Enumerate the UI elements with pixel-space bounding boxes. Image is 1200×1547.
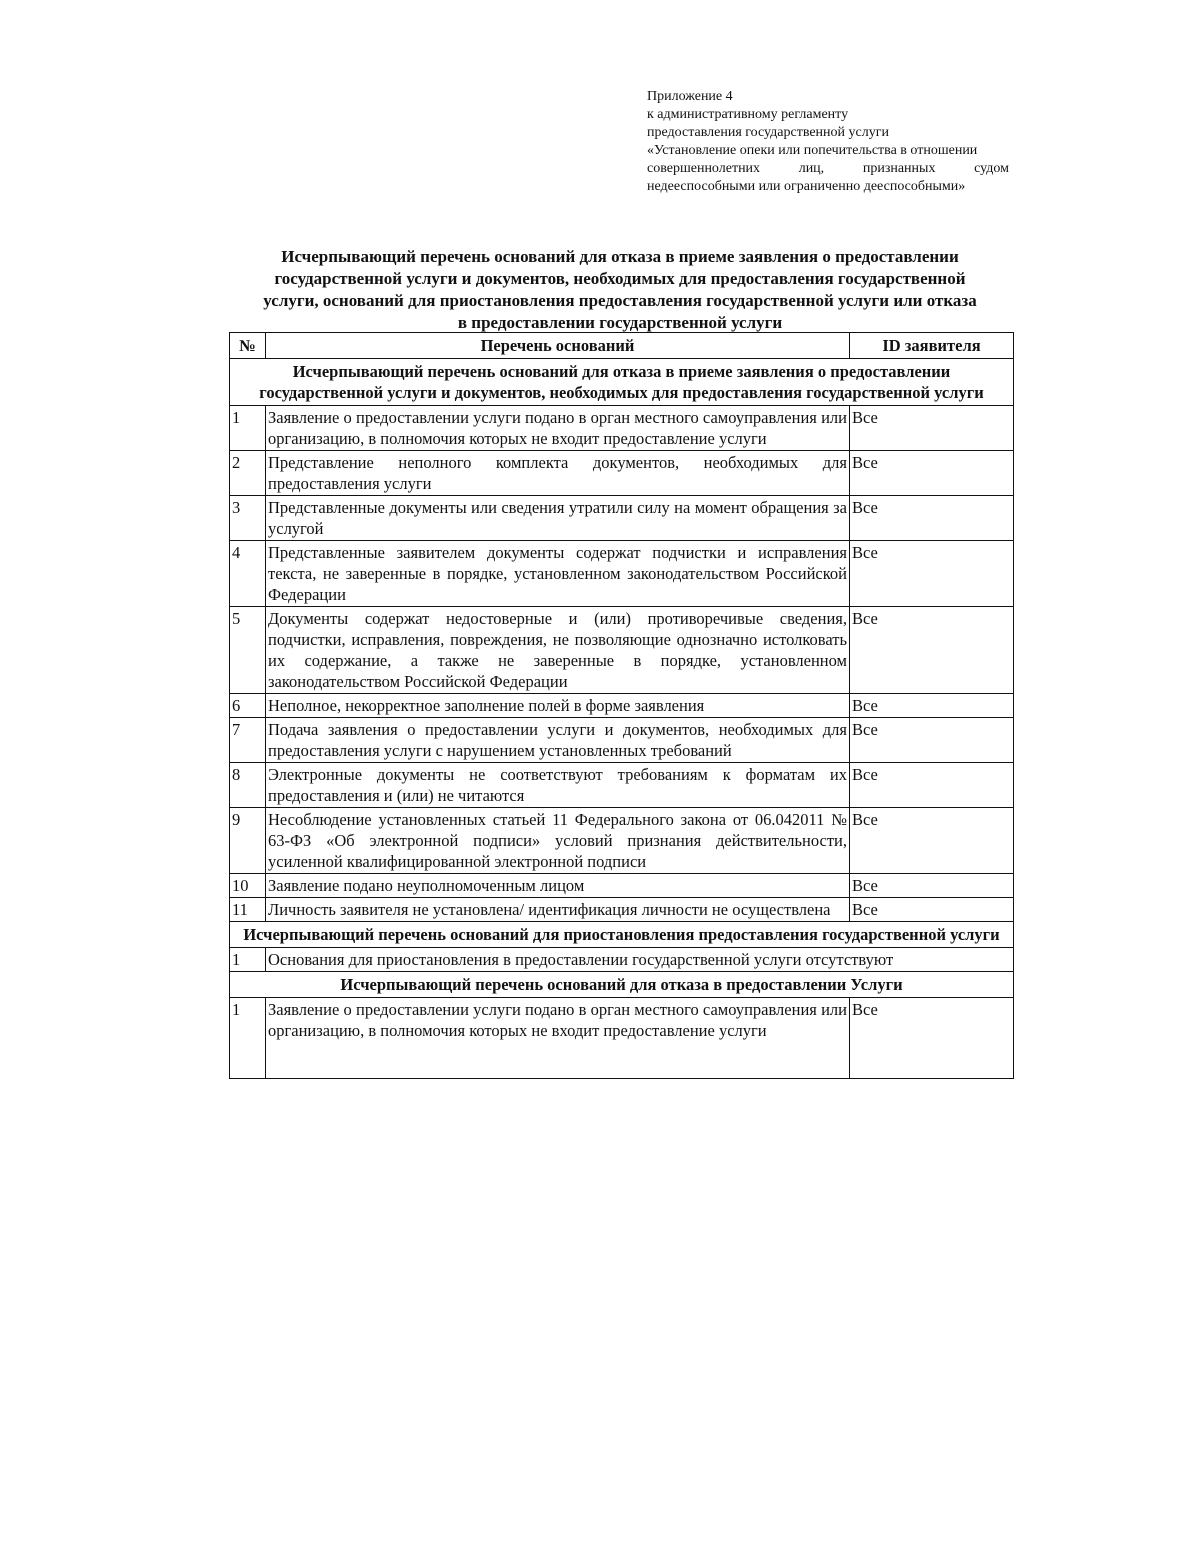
row-number: 1 bbox=[230, 998, 266, 1079]
row-number: 7 bbox=[230, 718, 266, 763]
title-line: в предоставлении государственной услуги bbox=[457, 313, 783, 332]
header-grounds: Перечень оснований bbox=[266, 333, 850, 359]
row-ground-text: Основания для приостановления в предоставлении государственной услуги отсутствуют bbox=[266, 948, 1014, 972]
table-row bbox=[230, 948, 1014, 972]
table-row bbox=[230, 607, 1014, 694]
row-ground-text: Электронные документы не соответствуют требованиям к форматам их предоставления и (или) не читаются bbox=[266, 763, 850, 808]
row-applicant: Все bbox=[850, 808, 1014, 874]
title-line: государственной услуги и документов, необходимых для предоставления государственной bbox=[274, 269, 966, 288]
row-number: 3 bbox=[230, 496, 266, 541]
table-row bbox=[230, 998, 1014, 1079]
row-ground-text: Представленные заявителем документы содержат подчистки и исправления текста, не заверенные в порядке, установленном законодательством Российской Федерации bbox=[266, 541, 850, 607]
table-row bbox=[230, 496, 1014, 541]
section-heading-refusal-acceptance bbox=[230, 359, 1014, 406]
row-number: 9 bbox=[230, 808, 266, 874]
row-ground-text: Заявление подано неуполномоченным лицом bbox=[266, 874, 850, 898]
row-ground-text: Подача заявления о предоставлении услуги и документов, необходимых для предоставления услуги с нарушением установленных требований bbox=[266, 718, 850, 763]
section-title: Исчерпывающий перечень оснований для отказа в приеме заявления о предоставлении государственной услуги и документов, необходимых для предоставления государственной услуги bbox=[230, 359, 1014, 406]
appendix-word: признанных bbox=[862, 161, 936, 176]
table-row bbox=[230, 718, 1014, 763]
appendix-line: «Установление опеки или попечительства в отношении bbox=[647, 143, 978, 158]
table-row bbox=[230, 874, 1014, 898]
appendix-line: предоставления государственной услуги bbox=[647, 125, 889, 140]
row-applicant: Все bbox=[850, 874, 1014, 898]
appendix-word: судом bbox=[974, 161, 1009, 176]
table-row bbox=[230, 808, 1014, 874]
row-number: 1 bbox=[230, 948, 266, 972]
row-applicant: Все bbox=[850, 694, 1014, 718]
row-applicant: Все bbox=[850, 763, 1014, 808]
section-title: Исчерпывающий перечень оснований для приостановления предоставления государственной услуги bbox=[230, 922, 1014, 948]
row-ground-text: Представленные документы или сведения утратили силу на момент обращения за услугой bbox=[266, 496, 850, 541]
appendix-word: совершеннолетних bbox=[647, 161, 761, 176]
row-applicant: Все bbox=[850, 451, 1014, 496]
appendix-header bbox=[647, 88, 1009, 196]
header-applicant: ID заявителя bbox=[850, 333, 1014, 359]
table-row bbox=[230, 763, 1014, 808]
row-number: 10 bbox=[230, 874, 266, 898]
header-row bbox=[230, 333, 1014, 359]
row-applicant: Все bbox=[850, 998, 1014, 1079]
row-applicant: Все bbox=[850, 607, 1014, 694]
row-ground-text: Личность заявителя не установлена/ идентификация личности не осуществлена bbox=[266, 898, 850, 922]
table-row bbox=[230, 406, 1014, 451]
appendix-line: недееспособными или ограниченно дееспособными» bbox=[647, 179, 966, 194]
row-applicant: Все bbox=[850, 718, 1014, 763]
table-row bbox=[230, 898, 1014, 922]
row-number: 6 bbox=[230, 694, 266, 718]
row-ground-text: Неполное, некорректное заполнение полей в форме заявления bbox=[266, 694, 850, 718]
appendix-line: к административному регламенту bbox=[647, 107, 849, 122]
table-row bbox=[230, 694, 1014, 718]
row-ground-text: Представление неполного комплекта документов, необходимых для предоставления услуги bbox=[266, 451, 850, 496]
row-number: 2 bbox=[230, 451, 266, 496]
row-number: 1 bbox=[230, 406, 266, 451]
header-num: № bbox=[230, 333, 266, 359]
row-number: 11 bbox=[230, 898, 266, 922]
appendix-word: лиц, bbox=[798, 161, 825, 176]
grounds-table bbox=[229, 332, 1014, 1079]
row-ground-text: Заявление о предоставлении услуги подано в орган местного самоуправления или организацию, в полномочия которых не входит предоставление услуги bbox=[266, 406, 850, 451]
section-heading-refusal-service bbox=[230, 972, 1014, 998]
row-applicant: Все bbox=[850, 898, 1014, 922]
row-number: 5 bbox=[230, 607, 266, 694]
title-line: услуги, оснований для приостановления предоставления государственной услуги или отказа bbox=[263, 291, 977, 310]
row-number: 8 bbox=[230, 763, 266, 808]
document-title bbox=[228, 246, 1012, 334]
row-ground-text: Заявление о предоставлении услуги подано в орган местного самоуправления или организацию, в полномочия которых не входит предоставление услуги bbox=[266, 998, 850, 1079]
row-applicant: Все bbox=[850, 406, 1014, 451]
row-number: 4 bbox=[230, 541, 266, 607]
row-ground-text: Документы содержат недостоверные и (или) противоречивые сведения, подчистки, исправления, повреждения, не позволяющие однозначно истолковать их содержание, а также не заверенные в порядке, установленном законодательством Российской Федерации bbox=[266, 607, 850, 694]
appendix-justified-line bbox=[647, 160, 1009, 178]
row-ground-text: Несоблюдение установленных статьей 11 Федерального закона от 06.042011 № 63-ФЗ «Об электронной подписи» условий признания действительности, усиленной квалифицированной электронной подписи bbox=[266, 808, 850, 874]
row-applicant: Все bbox=[850, 541, 1014, 607]
row-applicant: Все bbox=[850, 496, 1014, 541]
table-row bbox=[230, 451, 1014, 496]
table-row bbox=[230, 541, 1014, 607]
section-title: Исчерпывающий перечень оснований для отказа в предоставлении Услуги bbox=[230, 972, 1014, 998]
appendix-line: Приложение 4 bbox=[647, 89, 733, 104]
section-heading-suspension bbox=[230, 922, 1014, 948]
title-line: Исчерпывающий перечень оснований для отказа в приеме заявления о предоставлении bbox=[281, 247, 959, 266]
